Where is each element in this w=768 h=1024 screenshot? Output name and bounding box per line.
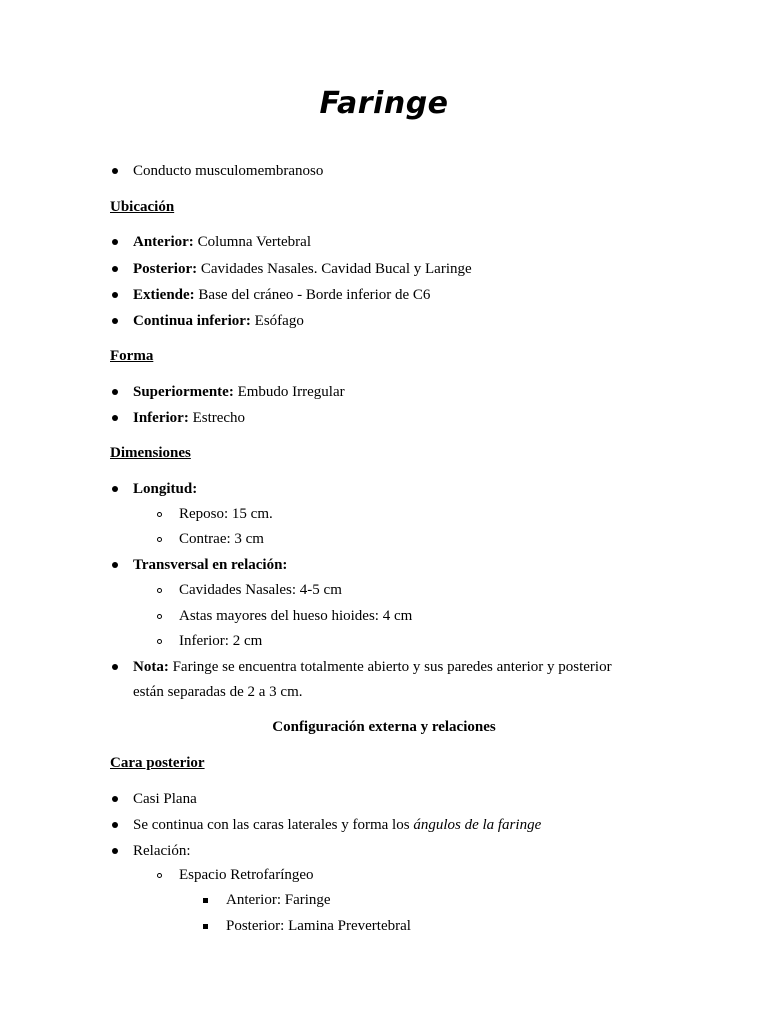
bullet-icon xyxy=(112,486,118,492)
circle-bullet-icon xyxy=(157,614,162,619)
item-text: Base del cráneo - Borde inferior de C6 xyxy=(194,287,431,303)
section-heading-dimensiones: Dimensiones xyxy=(110,445,191,461)
section-heading-ubicacion: Ubicación xyxy=(110,199,175,215)
item-text: Faringe se encuentra totalmente abierto y sus paredes anterior y posterior xyxy=(168,659,612,675)
item-italic-text: ángulos de la faringe xyxy=(413,817,542,833)
page-title: Faringe xyxy=(319,86,449,121)
square-bullet-icon xyxy=(203,898,208,903)
item-text: Esófago xyxy=(250,313,304,329)
sub-item-text: Reposo: 15 cm. xyxy=(179,506,273,522)
bullet-icon xyxy=(112,292,118,298)
item-label: Posterior: xyxy=(133,261,198,277)
item-label: Anterior: xyxy=(133,234,194,250)
item-label: Nota: xyxy=(133,659,169,675)
circle-bullet-icon xyxy=(157,873,162,878)
sub-item-text: Astas mayores del hueso hioides: 4 cm xyxy=(179,608,413,624)
section-heading-cara-posterior: Cara posterior xyxy=(110,755,205,771)
bullet-icon xyxy=(112,266,118,272)
sub-sub-item-text: Posterior: Lamina Prevertebral xyxy=(226,918,411,934)
circle-bullet-icon xyxy=(157,512,162,517)
sub-item-text: Inferior: 2 cm xyxy=(179,633,263,649)
item-label: Continua inferior: xyxy=(133,313,251,329)
square-bullet-icon xyxy=(203,924,208,929)
item-text: Estrecho xyxy=(188,410,246,426)
bullet-icon xyxy=(112,664,118,670)
sub-item-text: Espacio Retrofaríngeo xyxy=(179,867,314,883)
item-text: Casi Plana xyxy=(133,791,197,807)
section-heading-forma: Forma xyxy=(110,348,154,364)
bullet-icon xyxy=(112,389,118,395)
bullet-icon xyxy=(112,318,118,324)
bullet-icon xyxy=(112,415,118,421)
item-text: Cavidades Nasales. Cavidad Bucal y Laringe xyxy=(197,261,472,277)
section-heading-configuracion: Configuración externa y relaciones xyxy=(272,719,496,735)
item-label: Superiormente: xyxy=(133,384,234,400)
item-text: están separadas de 2 a 3 cm. xyxy=(133,684,303,700)
bullet-icon xyxy=(112,562,118,568)
bullet-icon xyxy=(112,822,118,828)
sub-sub-item-text: Anterior: Faringe xyxy=(226,892,331,908)
item-label: Transversal en relación: xyxy=(133,557,288,573)
bullet-icon xyxy=(112,168,118,174)
item-label: Longitud: xyxy=(133,481,198,497)
circle-bullet-icon xyxy=(157,537,162,542)
sub-item-text: Contrae: 3 cm xyxy=(179,531,264,547)
bullet-icon xyxy=(112,239,118,245)
bullet-icon xyxy=(112,796,118,802)
sub-item-text: Cavidades Nasales: 4-5 cm xyxy=(179,582,342,598)
item-label: Inferior: xyxy=(133,410,189,426)
item-text: Relación: xyxy=(133,843,191,859)
item-label: Extiende: xyxy=(133,287,195,303)
circle-bullet-icon xyxy=(157,639,162,644)
item-text: Embudo Irregular xyxy=(233,384,345,400)
item-text: Columna Vertebral xyxy=(193,234,312,250)
circle-bullet-icon xyxy=(157,588,162,593)
item-text: Se continua con las caras laterales y forma los xyxy=(133,817,414,833)
list-item-text: Conducto musculomembranoso xyxy=(133,163,324,179)
bullet-icon xyxy=(112,848,118,854)
